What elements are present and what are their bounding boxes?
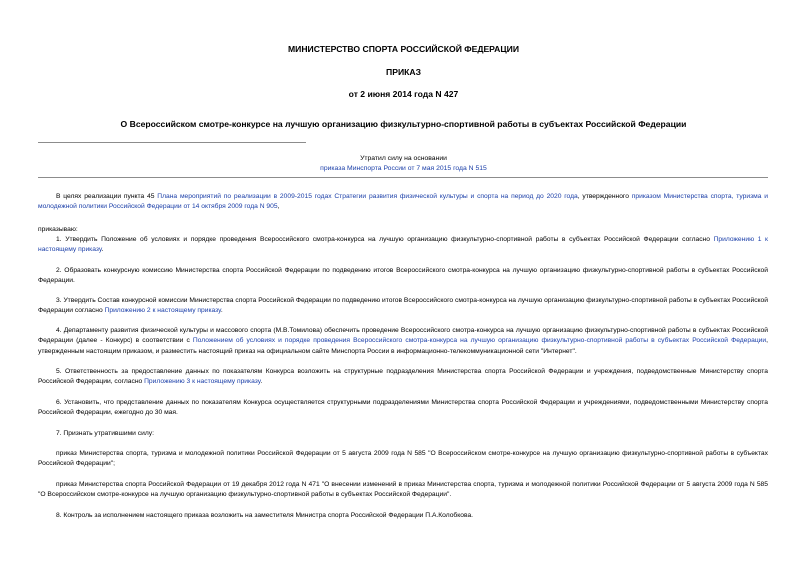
item-3-text: 3. Утвердить Состав конкурсной комиссии Министерства спорта Российской Федерации по подведению итогов Всероссийского смотра-конкурса на лучшую организацию физкультурно-спортивной работы в субъектах Российской Федерации согласно — [38, 297, 768, 315]
status-note-text: Утратил силу на основании — [360, 155, 447, 162]
preamble-text-2: , утвержденного — [577, 193, 632, 200]
item-7a-paragraph: приказ Министерства спорта, туризма и молодежной политики Российской Федерации от 5 августа 2009 года N 585 "О Всероссийском смотре-конкурсе на лучшую организацию физкультурно-спортивной работы в субъектах Российской Федерации"; — [38, 450, 768, 468]
status-note — [150, 154, 657, 174]
order-905-link[interactable]: приказом Министерства спорта, туризма и молодежной политики Российской Федерации от 14 октября 2009 года N 905 — [38, 193, 768, 211]
document-title: О Всероссийском смотре-конкурсе на лучшую организацию физкультурно-спортивной работы в субъектах Российской Федерации — [120, 119, 687, 129]
item-1-paragraph — [38, 235, 768, 256]
item-1-end: . — [101, 246, 104, 254]
order-word: приказываю: — [38, 226, 78, 233]
item-3-end: . — [220, 307, 223, 315]
item-7b-paragraph: приказ Министерства спорта Российской Федерации от 19 декабря 2012 года N 471 "О внесении изменений в приказ Министерства спорта, туризма и молодежной политики Российской Федерации от 5 августа 2009 года N 585 "О Всероссийском смотре-конкурсе на лучшую организацию физкультурно-спортивной работы в субъектах Российской Федерации". — [38, 481, 768, 499]
status-note-link[interactable]: приказа Минспорта России от 7 мая 2015 года N 515 — [320, 165, 487, 172]
doc-type-heading: ПРИКАЗ — [386, 67, 421, 77]
item-3-paragraph — [38, 296, 768, 317]
item-8-paragraph: 8. Контроль за исполнением настоящего приказа возложить на заместителя Министра спорта Российской Федерации П.А.Колобкова. — [56, 512, 474, 519]
item-5-text: 5. Ответственность за предоставление данных по показателям Конкурса возложить на структурные подразделения Министерства спорта Российской Федерации и учреждения, подведомственные Министерству спорта Российской Федерации, согласно — [38, 368, 768, 386]
item-4-end: , утвержденным настоящим приказом, и разместить настоящий приказ на официальном сайте Минспорта России в информационно-телекоммуникационной сети "Интернет". — [38, 337, 768, 355]
divider-top — [38, 142, 306, 143]
item-6-paragraph: 6. Установить, что представление данных по показателям Конкурса осуществляется структурными подразделениями Министерства спорта Российской Федерации и учреждениями, подведомственными Министерству спорта Российской Федерации, ежегодно до 30 мая. — [38, 399, 768, 417]
preamble-text-1: В целях реализации пункта 45 — [56, 193, 158, 200]
item-4-paragraph — [38, 326, 768, 357]
item-4-text: 4. Департаменту развития физической культуры и массового спорта (М.В.Томилова) обеспечить проведение Всероссийского смотра-конкурса на лучшую организацию физкультурно-спортивной работы в субъектах Российской Федерации (далее - Конкурс) в соответствии с — [38, 327, 768, 345]
date-number-heading: от 2 июня 2014 года N 427 — [348, 89, 459, 99]
strategy-plan-link[interactable]: Плана мероприятий по реализации в 2009-2015 годах Стратегии развития физической культуры и спорта на период до 2020 года — [157, 193, 578, 200]
ministry-heading: МИНИСТЕРСТВО СПОРТА РОССИЙСКОЙ ФЕДЕРАЦИИ — [287, 44, 519, 54]
item-7-paragraph: 7. Признать утратившими силу: — [56, 430, 154, 437]
appendix-1-link[interactable]: Приложению 1 к настоящему приказу — [38, 236, 768, 254]
item-5-paragraph — [38, 367, 768, 388]
item-2-paragraph: 2. Образовать конкурсную комиссию Министерства спорта Российской Федерации по подведению итогов Всероссийского смотра-конкурса на лучшую организацию физкультурно-спортивной работы в субъектах Российской Федерации. — [38, 267, 768, 285]
divider-bottom — [38, 177, 768, 178]
preamble-paragraph — [38, 192, 768, 213]
preamble-text-3: , — [277, 203, 280, 211]
item-1-text: 1. Утвердить Положение об условиях и порядке проведения Всероссийского смотра-конкурса на лучшую организацию физкультурно-спортивной работы в субъектах Российской Федерации согласно — [56, 236, 714, 243]
appendix-2-link[interactable]: Приложению 2 к настоящему приказу — [104, 307, 221, 315]
regulation-link[interactable]: Положением об условиях и порядке проведения Всероссийского смотра-конкурса на лучшую организацию физкультурно-спортивной работы в субъектах Российской Федерации — [192, 337, 767, 345]
item-5-end: . — [260, 378, 263, 386]
appendix-3-link[interactable]: Приложению 3 к настоящему приказу — [144, 378, 261, 386]
